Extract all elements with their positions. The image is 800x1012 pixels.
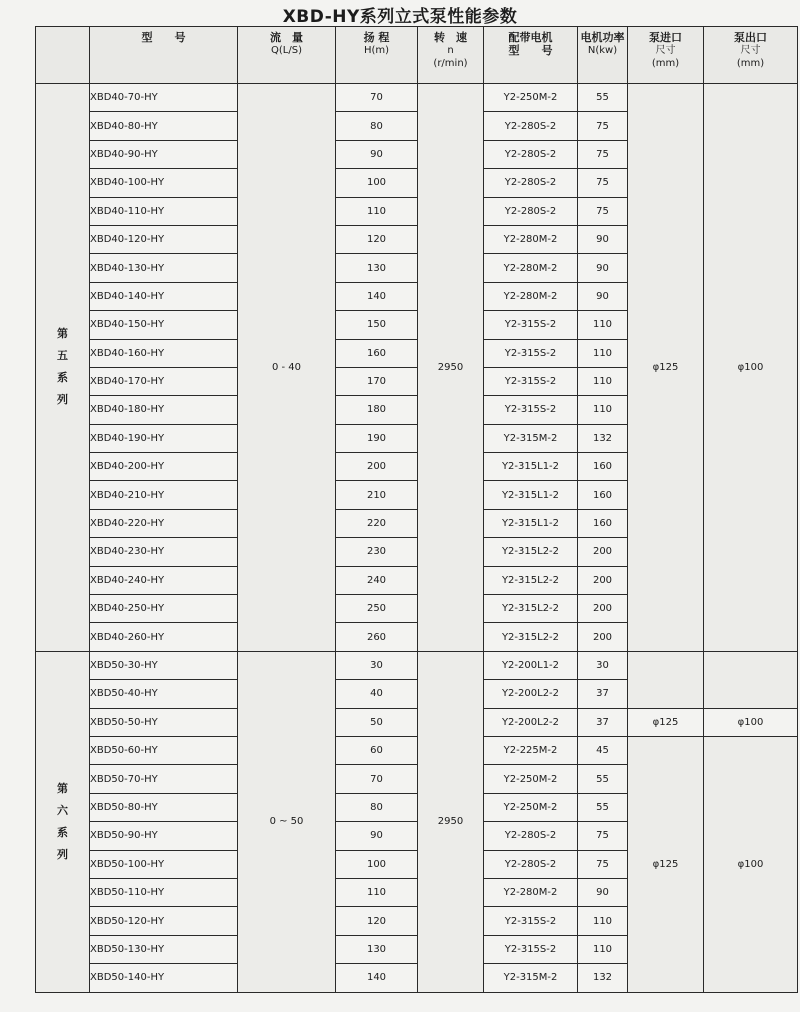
power-cell: 160 [578, 453, 628, 481]
motor-cell: Y2-315S-2 [484, 396, 578, 424]
head-cell: 220 [336, 509, 418, 537]
motor-cell: Y2-315L2-2 [484, 623, 578, 651]
motor-cell: Y2-280M-2 [484, 254, 578, 282]
motor-cell: Y2-315S-2 [484, 311, 578, 339]
head-cell: 70 [336, 84, 418, 112]
power-cell: 90 [578, 878, 628, 906]
motor-cell: Y2-280S-2 [484, 169, 578, 197]
series-char: 五 [57, 349, 68, 363]
series-char: 第 [57, 781, 68, 795]
outlet-cell [704, 651, 798, 708]
motor-cell: Y2-280M-2 [484, 225, 578, 253]
model-cell: XBD50-90-HY [90, 822, 238, 850]
model-cell: XBD40-140-HY [90, 282, 238, 310]
power-cell: 75 [578, 197, 628, 225]
inlet-cell: φ125 [628, 736, 704, 992]
model-cell: XBD50-110-HY [90, 878, 238, 906]
header-speed-n: n [447, 45, 454, 56]
header-head-unit: H(m) [363, 45, 390, 56]
model-cell: XBD40-90-HY [90, 140, 238, 168]
head-cell: 210 [336, 481, 418, 509]
model-cell: XBD50-130-HY [90, 935, 238, 963]
power-cell: 200 [578, 595, 628, 623]
table-row [36, 651, 798, 679]
model-cell: XBD40-200-HY [90, 453, 238, 481]
head-cell: 120 [336, 225, 418, 253]
model-cell: XBD50-100-HY [90, 850, 238, 878]
head-cell: 110 [336, 878, 418, 906]
motor-cell: Y2-200L1-2 [484, 651, 578, 679]
header-series [36, 27, 90, 84]
motor-cell: Y2-280S-2 [484, 112, 578, 140]
motor-cell: Y2-315L2-2 [484, 595, 578, 623]
power-cell: 200 [578, 538, 628, 566]
head-cell: 130 [336, 935, 418, 963]
head-cell: 180 [336, 396, 418, 424]
motor-cell: Y2-280S-2 [484, 197, 578, 225]
model-cell: XBD40-100-HY [90, 169, 238, 197]
model-cell: XBD50-50-HY [90, 708, 238, 736]
power-cell: 110 [578, 367, 628, 395]
model-cell: XBD40-110-HY [90, 197, 238, 225]
header-head [336, 27, 418, 84]
inlet-cell: φ125 [628, 84, 704, 652]
motor-cell: Y2-315L2-2 [484, 538, 578, 566]
header-inlet-label: 泵进口 [649, 31, 682, 44]
head-cell: 110 [336, 197, 418, 225]
header-speed-unit: (r/min) [433, 58, 468, 69]
header-power-label: 电机功率 [580, 31, 625, 44]
head-cell: 130 [336, 254, 418, 282]
model-cell: XBD40-160-HY [90, 339, 238, 367]
motor-cell: Y2-280M-2 [484, 878, 578, 906]
motor-cell: Y2-315M-2 [484, 964, 578, 992]
model-cell: XBD50-140-HY [90, 964, 238, 992]
series-char: 系 [57, 371, 68, 385]
inlet-cell [628, 651, 704, 708]
model-cell: XBD50-30-HY [90, 651, 238, 679]
flow-cell: 0 - 40 [238, 84, 336, 652]
head-cell: 30 [336, 651, 418, 679]
head-cell: 250 [336, 595, 418, 623]
header-head-label: 扬 程 [363, 31, 390, 44]
speed-cell: 2950 [418, 651, 484, 992]
series-char: 六 [57, 803, 68, 817]
header-speed-label: 转 速 [434, 31, 467, 44]
motor-cell: Y2-280S-2 [484, 822, 578, 850]
header-motor [484, 27, 578, 84]
model-cell: XBD40-70-HY [90, 84, 238, 112]
power-cell: 200 [578, 623, 628, 651]
motor-cell: Y2-280M-2 [484, 282, 578, 310]
motor-cell: Y2-250M-2 [484, 765, 578, 793]
header-outlet [704, 27, 798, 84]
flow-cell: 0 ~ 50 [238, 651, 336, 992]
head-cell: 40 [336, 680, 418, 708]
model-cell: XBD40-230-HY [90, 538, 238, 566]
outlet-cell: φ100 [704, 736, 798, 992]
header-flow-label: 流 量 [270, 31, 303, 44]
head-cell: 150 [336, 311, 418, 339]
power-cell: 110 [578, 396, 628, 424]
motor-cell: Y2-315L2-2 [484, 566, 578, 594]
header-flow-unit: Q(L/S) [271, 45, 302, 56]
speed-cell: 2950 [418, 84, 484, 652]
motor-cell: Y2-250M-2 [484, 793, 578, 821]
motor-cell: Y2-315L1-2 [484, 481, 578, 509]
power-cell: 110 [578, 339, 628, 367]
head-cell: 140 [336, 964, 418, 992]
motor-cell: Y2-225M-2 [484, 736, 578, 764]
power-cell: 90 [578, 254, 628, 282]
head-cell: 120 [336, 907, 418, 935]
pump-spec-table [35, 26, 798, 993]
head-cell: 80 [336, 112, 418, 140]
model-cell: XBD50-120-HY [90, 907, 238, 935]
power-cell: 55 [578, 793, 628, 821]
motor-cell: Y2-200L2-2 [484, 680, 578, 708]
head-cell: 100 [336, 169, 418, 197]
header-inlet [628, 27, 704, 84]
table-row [36, 708, 798, 736]
head-cell: 90 [336, 822, 418, 850]
model-cell: XBD40-210-HY [90, 481, 238, 509]
head-cell: 160 [336, 339, 418, 367]
model-cell: XBD40-260-HY [90, 623, 238, 651]
power-cell: 75 [578, 169, 628, 197]
power-cell: 110 [578, 311, 628, 339]
motor-cell: Y2-315S-2 [484, 907, 578, 935]
series-char: 第 [57, 327, 68, 341]
head-cell: 170 [336, 367, 418, 395]
header-model-label: 型 号 [141, 31, 186, 44]
model-cell: XBD40-180-HY [90, 396, 238, 424]
table-row [36, 84, 798, 112]
header-outlet-unit: (mm) [736, 58, 765, 69]
power-cell: 37 [578, 680, 628, 708]
series-label [36, 84, 90, 652]
header-power-unit: N(kw) [587, 45, 618, 56]
header-flow [238, 27, 336, 84]
series-char: 系 [57, 825, 68, 839]
head-cell: 140 [336, 282, 418, 310]
head-cell: 230 [336, 538, 418, 566]
series-char: 列 [57, 393, 68, 407]
head-cell: 70 [336, 765, 418, 793]
series-char: 列 [57, 847, 68, 861]
power-cell: 55 [578, 84, 628, 112]
head-cell: 190 [336, 424, 418, 452]
motor-cell: Y2-315L1-2 [484, 509, 578, 537]
page-title: XBD-HY系列立式泵性能参数 [282, 7, 518, 27]
power-cell: 132 [578, 424, 628, 452]
model-cell: XBD40-250-HY [90, 595, 238, 623]
motor-cell: Y2-200L2-2 [484, 708, 578, 736]
model-cell: XBD40-190-HY [90, 424, 238, 452]
head-cell: 60 [336, 736, 418, 764]
head-cell: 100 [336, 850, 418, 878]
header-outlet-label: 泵出口 [734, 31, 767, 44]
header-outlet-size: 尺寸 [740, 45, 761, 56]
table-row [36, 736, 798, 764]
power-cell: 37 [578, 708, 628, 736]
table-body [36, 84, 798, 993]
model-cell: XBD50-80-HY [90, 793, 238, 821]
model-cell: XBD40-120-HY [90, 225, 238, 253]
head-cell: 50 [336, 708, 418, 736]
motor-cell: Y2-315M-2 [484, 424, 578, 452]
outlet-cell: φ100 [704, 708, 798, 736]
power-cell: 55 [578, 765, 628, 793]
power-cell: 75 [578, 140, 628, 168]
model-cell: XBD40-220-HY [90, 509, 238, 537]
header-model [90, 27, 238, 84]
motor-cell: Y2-250M-2 [484, 84, 578, 112]
header-inlet-unit: (mm) [651, 58, 680, 69]
motor-cell: Y2-315S-2 [484, 339, 578, 367]
head-cell: 80 [336, 793, 418, 821]
power-cell: 160 [578, 509, 628, 537]
motor-cell: Y2-280S-2 [484, 850, 578, 878]
outlet-cell: φ100 [704, 84, 798, 652]
power-cell: 30 [578, 651, 628, 679]
power-cell: 75 [578, 850, 628, 878]
model-cell: XBD50-40-HY [90, 680, 238, 708]
model-cell: XBD40-240-HY [90, 566, 238, 594]
power-cell: 45 [578, 736, 628, 764]
model-cell: XBD50-60-HY [90, 736, 238, 764]
model-cell: XBD40-80-HY [90, 112, 238, 140]
power-cell: 75 [578, 112, 628, 140]
header-inlet-size: 尺寸 [655, 45, 676, 56]
head-cell: 260 [336, 623, 418, 651]
motor-cell: Y2-280S-2 [484, 140, 578, 168]
head-cell: 90 [336, 140, 418, 168]
head-cell: 240 [336, 566, 418, 594]
head-cell: 200 [336, 453, 418, 481]
series-label [36, 651, 90, 992]
header-speed [418, 27, 484, 84]
power-cell: 132 [578, 964, 628, 992]
motor-cell: Y2-315S-2 [484, 367, 578, 395]
inlet-cell: φ125 [628, 708, 704, 736]
power-cell: 160 [578, 481, 628, 509]
power-cell: 200 [578, 566, 628, 594]
motor-cell: Y2-315S-2 [484, 935, 578, 963]
model-cell: XBD40-170-HY [90, 367, 238, 395]
power-cell: 110 [578, 935, 628, 963]
model-cell: XBD50-70-HY [90, 765, 238, 793]
header-motor-model: 型 号 [508, 44, 553, 57]
header-power [578, 27, 628, 84]
header-row [36, 27, 798, 84]
motor-cell: Y2-315L1-2 [484, 453, 578, 481]
header-motor-label: 配带电机 [508, 31, 553, 44]
power-cell: 90 [578, 282, 628, 310]
power-cell: 110 [578, 907, 628, 935]
model-cell: XBD40-130-HY [90, 254, 238, 282]
model-cell: XBD40-150-HY [90, 311, 238, 339]
power-cell: 75 [578, 822, 628, 850]
power-cell: 90 [578, 225, 628, 253]
